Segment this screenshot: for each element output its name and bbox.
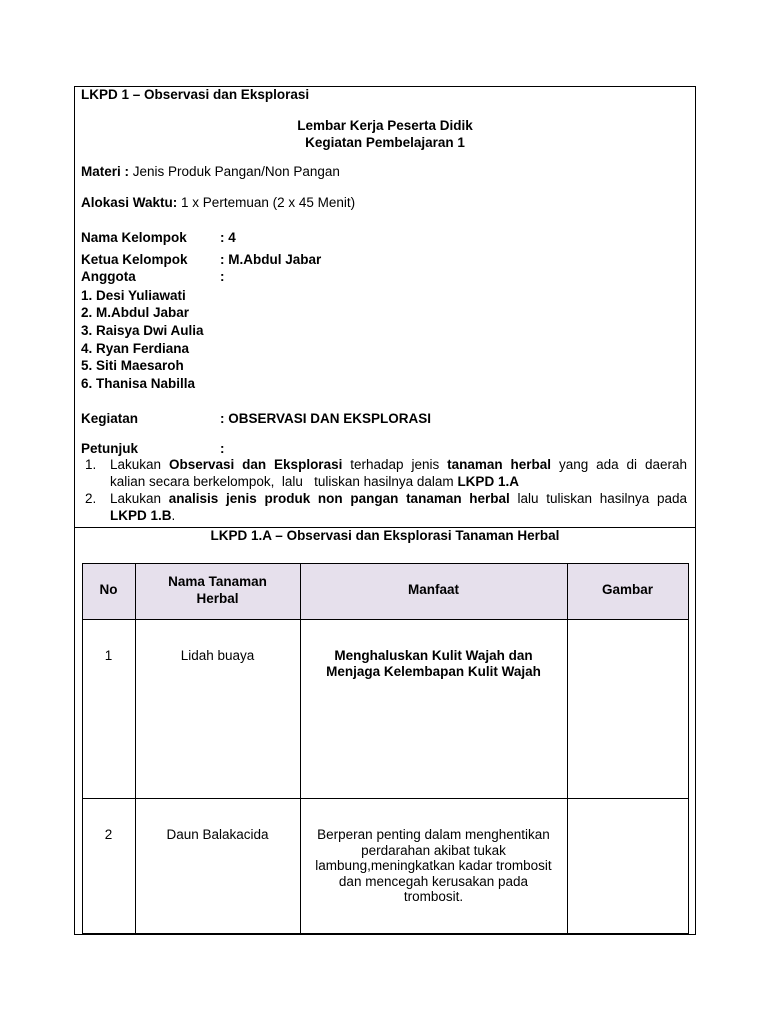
instruction-text: Lakukan [110,491,169,506]
instruction-number: 1. [85,457,97,472]
header-no: No [99,582,118,597]
instruction-text: Lakukan [110,457,169,472]
row-2-no: 2 [104,827,113,842]
instruction-emphasis: LKPD 1.B [110,508,172,523]
instruction-text: . [171,508,176,523]
instruction-1-line-2 [110,474,519,489]
row-2-benefit-line: perdarahan akibat tukak [361,843,506,858]
alokasi-line [81,195,355,210]
row-1-name: Lidah buaya [180,648,255,663]
instruction-text: lalu tuliskan hasilnya pada [509,491,687,506]
instruction-2-line-1 [110,491,687,506]
kegiatan-label: Kegiatan [81,411,139,426]
member-item: 6. Thanisa Nabilla [81,376,196,391]
instruction-text: yang ada di daerah [551,457,687,472]
alokasi-label: Alokasi Waktu: [81,195,178,210]
materi-label: Materi : [81,164,130,179]
instruction-text: kalian secara berkelompok, lalu tuliskan hasilnya dalam [110,474,458,489]
row-1-benefit-line: Menghaluskan Kulit Wajah dan [334,648,533,663]
kegiatan-value: : OBSERVASI DAN EKSPLORASI [220,411,432,426]
table-hline [82,798,688,799]
member-item: 1. Desi Yuliawati [81,288,186,303]
instruction-number: 2. [85,491,97,506]
header-nama-line-2: Herbal [196,591,239,606]
instruction-2-line-2 [110,508,175,523]
row-1-benefit-line: Menjaga Kelembapan Kulit Wajah [326,664,541,679]
member-item: 5. Siti Maesaroh [81,358,184,373]
row-2-benefit-line: Berperan penting dalam menghentikan [317,827,550,842]
lkpd-title: LKPD 1 – Observasi dan Eksplorasi [81,87,310,102]
petunjuk-value: : [220,441,225,456]
header-manfaat: Manfaat [407,582,459,597]
nama-kelompok-value: : 4 [220,230,236,245]
row-2-benefit-line: trombosit. [403,889,464,904]
sheet-title: Lembar Kerja Peserta Didik [297,118,473,133]
ketua-kelompok-value: : M.Abdul Jabar [220,252,322,267]
section-title: LKPD 1.A – Observasi dan Eksplorasi Tanaman Herbal [210,528,560,543]
materi-line [81,164,340,179]
member-item: 2. M.Abdul Jabar [81,305,190,320]
anggota-label: Anggota [81,269,136,284]
activity-title: Kegiatan Pembelajaran 1 [305,135,465,150]
ketua-kelompok-label: Ketua Kelompok [81,252,188,267]
petunjuk-label: Petunjuk [81,441,139,456]
member-item: 3. Raisya Dwi Aulia [81,323,204,338]
row-2-benefit-line: lambung,meningkatkan kadar trombosit [315,858,552,873]
table-vline [567,563,568,934]
table-hline [82,619,688,620]
instruction-emphasis: analisis jenis produk non pangan tanaman herbal [168,491,510,506]
anggota-value: : [220,269,225,284]
instruction-emphasis: Observasi dan Eksplorasi [168,457,343,472]
alokasi-value: 1 x Pertemuan (2 x 45 Menit) [181,195,356,210]
member-item: 4. Ryan Ferdiana [81,341,190,356]
instruction-text: terhadap jenis [342,457,448,472]
materi-value: Jenis Produk Pangan/Non Pangan [132,164,340,179]
instruction-emphasis: LKPD 1.A [457,474,519,489]
row-2-name: Daun Balakacida [166,827,269,842]
nama-kelompok-label: Nama Kelompok [81,230,187,245]
table-vline [135,563,136,934]
header-gambar: Gambar [601,582,654,597]
row-2-benefit-line: dan mencegah kerusakan pada [338,874,529,889]
header-nama-line-1: Nama Tanaman [168,574,267,589]
row-1-no: 1 [104,648,113,663]
instruction-emphasis: tanaman herbal [447,457,552,472]
instruction-1-line-1 [110,457,687,472]
